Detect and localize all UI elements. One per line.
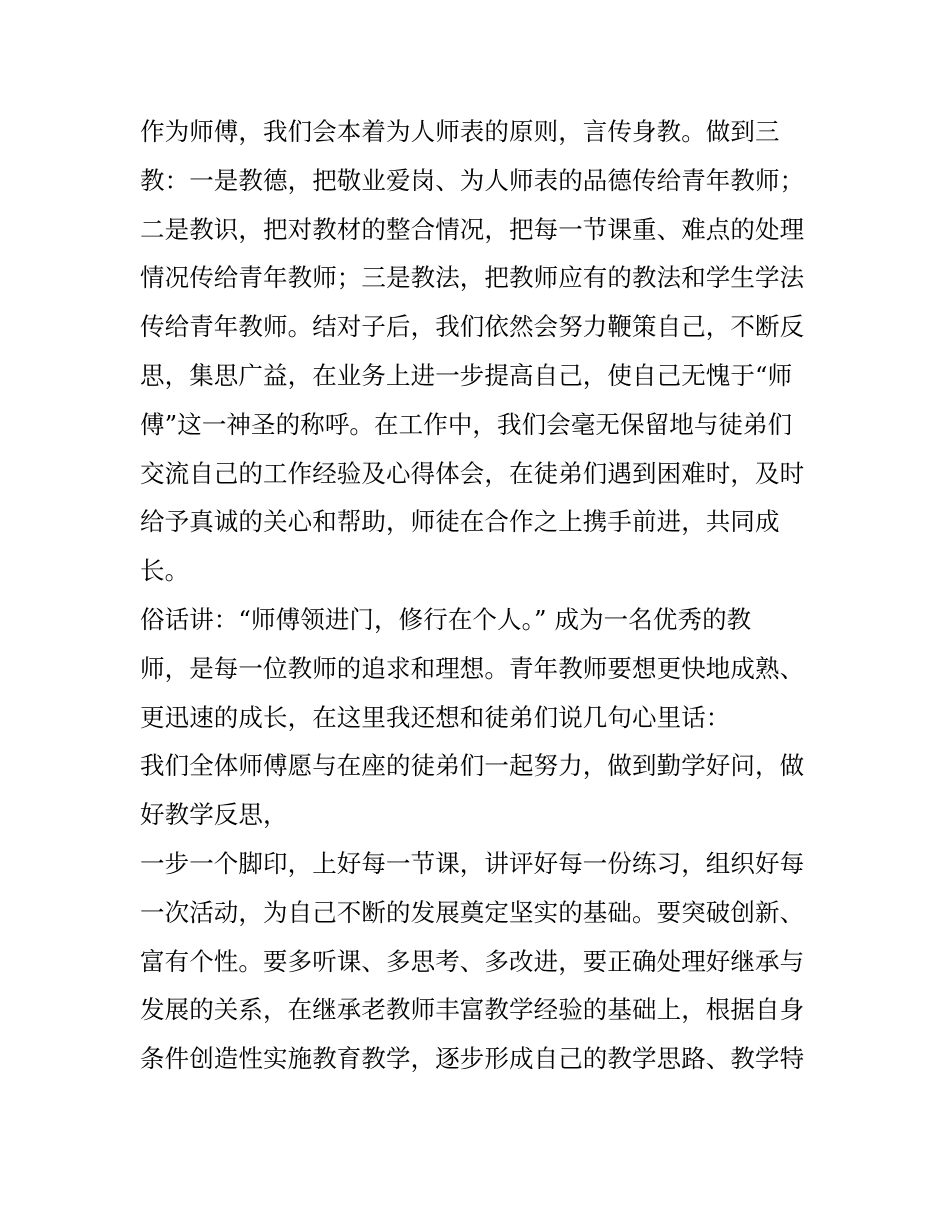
text-line-1: 作为师傅，我们会本着为人师表的原则，言传身教。做到三	[140, 117, 780, 146]
text-line-10: 长。	[140, 556, 190, 586]
text-line-12: 师，是每一位教师的追求和理想。青年教师要想更快地成熟、	[140, 653, 805, 683]
text-line-19: 发展的关系，在继承老教师丰富教学经验的基础上，根据自身	[140, 995, 805, 1025]
text-line-16: 一步一个脚印，上好每一节课，讲评好每一份练习，组织好每	[140, 848, 805, 878]
text-line-18: 富有个性。要多听课、多思考、多改进，要正确处理好继承与	[140, 946, 805, 976]
text-line-7: 傅”这一神圣的称呼。在工作中，我们会毫无保留地与徒弟们	[140, 409, 793, 439]
text-line-14: 我们全体师傅愿与在座的徒弟们一起努力，做到勤学好问，做	[140, 751, 805, 781]
text-line-13: 更迅速的成长，在这里我还想和徒弟们说几句心里话：	[140, 702, 731, 732]
text-line-2: 教：一是教德，把敬业爱岗、为人师表的品德传给青年教师；	[140, 165, 805, 195]
text-line-5: 传给青年教师。结对子后，我们依然会努力鞭策自己，不断反	[140, 312, 805, 342]
text-line-4: 情况传给青年教师；三是教法，把教师应有的教法和学生学法	[140, 263, 805, 293]
body-text	[140, 108, 830, 1084]
text-line-17: 一次活动，为自己不断的发展奠定坚实的基础。要突破创新、	[140, 897, 805, 927]
text-line-6: 思，集思广益，在业务上进一步提高自己，使自己无愧于“师	[140, 360, 793, 390]
text-line-3: 二是教识，把对教材的整合情况，把每一节课重、难点的处理	[140, 214, 805, 244]
text-line-8: 交流自己的工作经验及心得体会，在徒弟们遇到困难时，及时	[140, 458, 805, 488]
text-line-9: 给予真诚的关心和帮助，师徒在合作之上携手前进，共同成	[140, 507, 780, 537]
text-line-20: 条件创造性实施教育教学，逐步形成自己的教学思路、教学特	[140, 1044, 805, 1074]
text-line-15: 好教学反思，	[140, 800, 288, 830]
text-line-11: 俗话讲：“师傅领进门，修行在个人。” 成为一名优秀的教	[140, 604, 752, 634]
